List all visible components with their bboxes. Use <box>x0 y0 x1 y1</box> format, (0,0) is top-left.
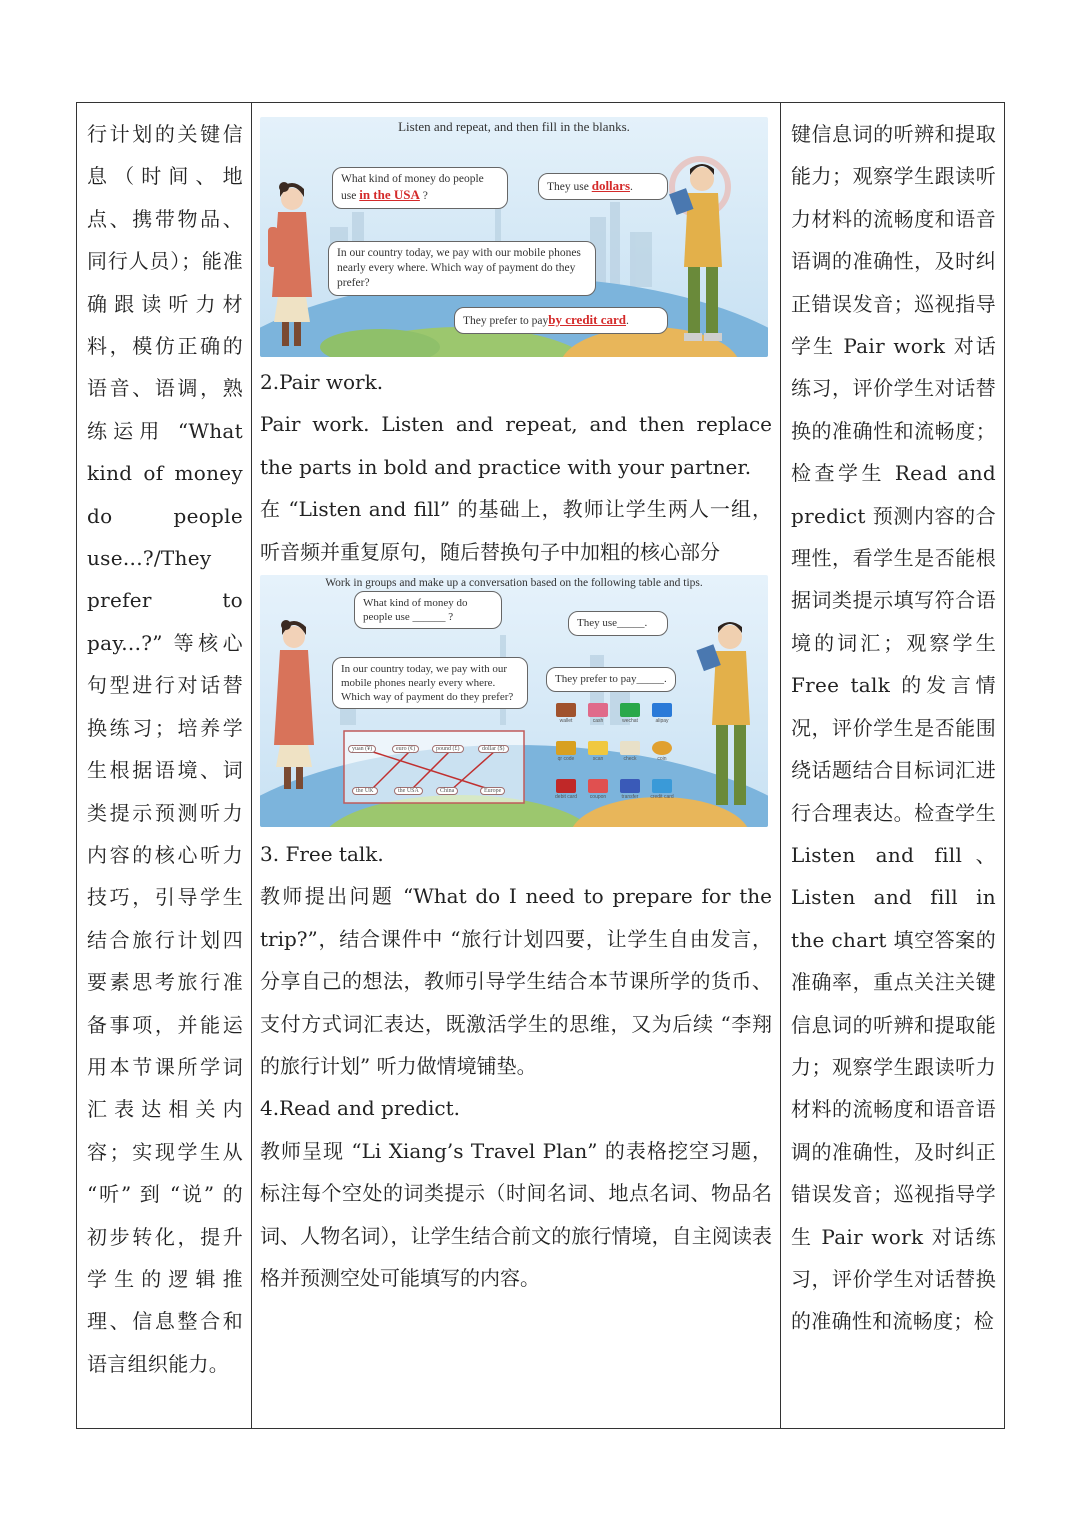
slide1-a2-text: They prefer to pay <box>463 315 549 327</box>
slide1-title: Listen and repeat, and then fill in the blanks. <box>398 119 630 134</box>
slide2-title: Work in groups and make up a conversation based on the following table and tips. <box>325 577 703 590</box>
slide-listen-repeat <box>260 117 768 357</box>
slide2-answer1-bubble: They use_____. <box>568 611 668 636</box>
country-chip: the USA <box>394 787 423 795</box>
qr-code-icon: qr code <box>552 741 580 762</box>
wechat-icon: wechat <box>616 703 644 724</box>
coupon-icon: coupon <box>584 779 612 800</box>
country-chip: the UK <box>352 787 378 795</box>
slide1-a1-answer: dollars <box>591 178 631 193</box>
lesson-table <box>76 102 1005 1429</box>
slide2-answer2-bubble: They prefer to pay_____. <box>546 667 676 692</box>
slide1-a1-text: They use <box>547 181 589 193</box>
currency-chip: pound (£) <box>432 745 464 753</box>
alipay-icon: alipay <box>648 703 676 724</box>
slide1-answer2-bubble <box>454 307 668 334</box>
slide-group-work <box>260 575 768 827</box>
slide1-q1-suffix: ? <box>422 190 428 202</box>
slide1-q1-answer: in the USA <box>359 187 420 202</box>
read-predict-text: 教师呈现 “Li Xiang’s Travel Plan” 的表格挖空习题，标注每个空处的词类提示（时间名词、地点名词、物品名词、人物名词），让学生结合前文的旅行情境，自主阅读表格并预测空处可能填写的内容。 <box>260 1138 772 1291</box>
slide1-q1-text: What kind of money do people use <box>341 173 484 202</box>
slide2-question2-bubble: In our country today, we pay with our mobile phones nearly every where. Which way of payment do they prefer? <box>332 657 528 709</box>
objectives-text: 行计划的关键信息（时间、地点、携带物品、同行人员）；能准确跟读听力材料，模仿正确的语音、语调，熟练运用 “What kind of money do people use...?/They prefer to pay...?” 等核心句型进行对话替换练习；培养学生根据语境、词类提示预测听力内容的核心听力技巧，引导学生结合旅行计划四要素思考旅行准备事项，并能运用本节课所学词汇表达相关内容；实现学生从 “听” 到 “说” 的初步转化，提升学生的逻辑推理、信息整合和语言组织能力。 <box>87 122 243 1376</box>
currency-chip: euro (€) <box>392 745 419 753</box>
assessment-column <box>781 103 1004 1428</box>
assessment-text: 键信息词的听辨和提取能力；观察学生跟读听力材料的流畅度和语音语调的准确性，及时纠正错误发音；巡视指导学生 Pair work 对话练习，评价学生对话替换的准确性和流畅度；检查学生 Read and predict 预测内容的合理性，看学生是否能根据词类提示填写符合语境的词汇；观察学生 Free talk 的发言情况，评价学生是否能围绕话题结合目标词汇进行合理表达。检查学生 Listen and fill、Listen and fill in the chart 填空答案的准确率，重点关注关键信息词的听辨和提取能力；观察学生跟读听力材料的流畅度和语音语调的准确性，及时纠正错误发音；巡视指导学生 Pair work 对话练习，评价学生对话替换的准确性和流畅度；检 <box>791 122 996 1334</box>
country-chip: Europe <box>480 787 505 795</box>
pair-work-heading: 2.Pair work. <box>260 370 384 394</box>
debit-card-icon: debit card <box>552 779 580 800</box>
coin-icon: coin <box>648 741 676 762</box>
slide1-a2-suffix: . <box>626 315 629 327</box>
slide1-question1-bubble <box>332 167 508 209</box>
free-talk-text: 教师提出问题 “What do I need to prepare for the trip?”，结合课件中 “旅行计划四要，让学生自由发言，分享自己的想法，教师引导学生结合本节课所学的货币、支付方式词汇表达，既激活学生的思维，又为后续 “李翔的旅行计划” 听力做情境铺垫。 <box>260 884 772 1079</box>
free-talk-heading: 3. Free talk. <box>260 842 384 867</box>
slide1-a2-answer: by credit card <box>548 312 627 327</box>
country-chip: China <box>436 787 458 795</box>
objectives-column <box>77 103 252 1428</box>
slide1-answer1-bubble <box>538 173 668 200</box>
currency-chip: yuan (¥) <box>348 745 376 753</box>
pair-work-description: 在 “Listen and fill” 的基础上，教师让学生两人一组，听音频并重复原句，随后替换句子中加粗的核心部分 <box>260 497 772 564</box>
cash-icon: cash <box>584 703 612 724</box>
check-icon: check <box>616 741 644 762</box>
scan-icon: scan <box>584 741 612 762</box>
slide1-question2-bubble: In our country today, we pay with our mobile phones nearly every where. Which way of payment do they prefer? <box>328 241 596 296</box>
slide1-a1-suffix: . <box>630 181 633 193</box>
credit-card-icon: credit card <box>648 779 676 800</box>
transfer-icon: transfer <box>616 779 644 800</box>
wallet-icon: wallet <box>552 703 580 724</box>
read-predict-heading: 4.Read and predict. <box>260 1096 461 1121</box>
currency-chip: dollar ($) <box>478 745 509 753</box>
activities-column <box>252 103 781 1428</box>
slide2-question1-bubble: What kind of money do people use ______ ? <box>354 591 502 629</box>
pair-work-instruction: Pair work. Listen and repeat, and then replace the parts in bold and practice with your partner. <box>260 412 772 479</box>
